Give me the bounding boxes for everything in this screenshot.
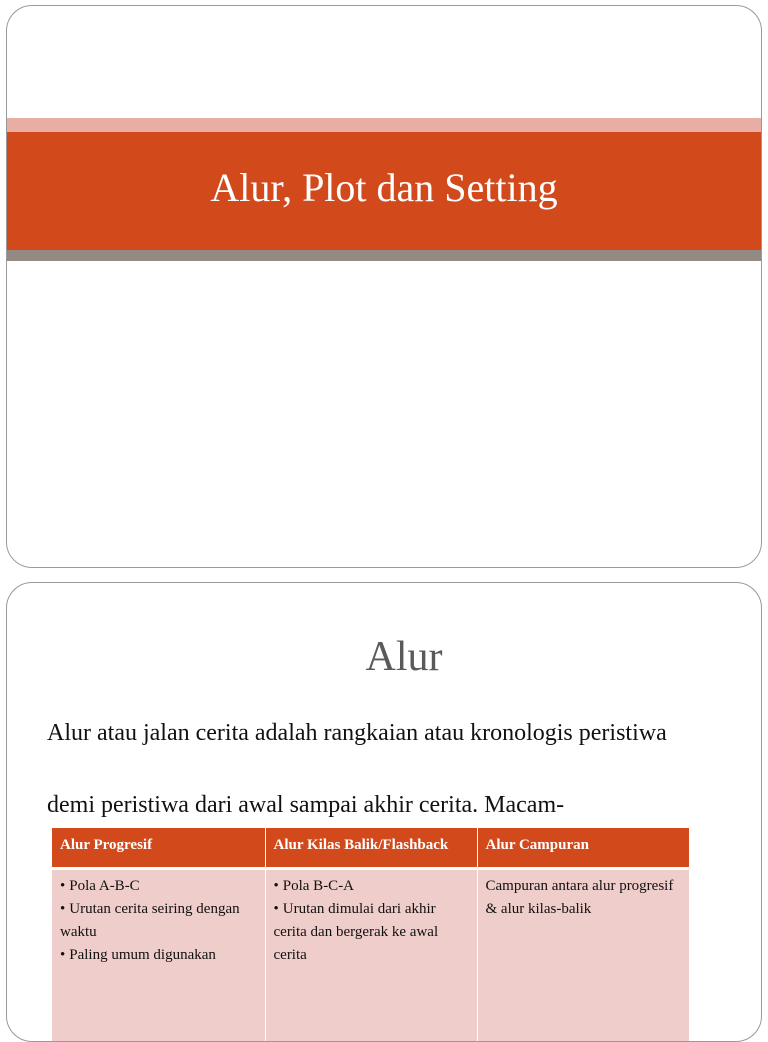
continuation-paragraph: demi peristiwa dari awal sampai akhir cerita. Macam- <box>47 792 565 818</box>
plot-types-table <box>52 828 689 1042</box>
slide-2 <box>6 582 762 1042</box>
list-item-text: Pola B-C-A <box>282 877 355 894</box>
title-band-bottom-stripe <box>7 250 761 261</box>
list-item <box>60 898 257 944</box>
bullet-icon: • <box>60 900 66 917</box>
header-campuran: Alur Campuran <box>477 828 689 868</box>
bullet-icon: • <box>273 877 279 894</box>
cell-progresif <box>52 868 265 1042</box>
header-flashback: Alur Kilas Balik/Flashback <box>265 828 477 868</box>
list-item-text: Pola A-B-C <box>69 877 140 894</box>
list-item-text: Urutan dimulai dari akhir cerita dan bergerak ke awal cerita <box>273 900 439 963</box>
bullet-icon: • <box>273 900 279 917</box>
section-heading: Alur <box>365 634 443 680</box>
bullet-icon: • <box>60 946 66 963</box>
cell-flashback <box>265 868 477 1042</box>
list-item <box>274 875 469 898</box>
title-band-top-stripe <box>7 118 761 132</box>
list-item-text: Paling umum digunakan <box>69 946 216 963</box>
list-item-text: Urutan cerita seiring dengan waktu <box>60 900 240 940</box>
list-item <box>274 898 469 967</box>
flashback-list <box>274 875 469 967</box>
cell-campuran: Campuran antara alur progresif & alur kilas-balik <box>477 868 689 1042</box>
table-header-row <box>52 828 689 868</box>
definition-paragraph: Alur atau jalan cerita adalah rangkaian atau kronologis peristiwa <box>47 720 667 746</box>
list-item <box>60 875 257 898</box>
slide-1 <box>6 5 762 568</box>
header-progresif: Alur Progresif <box>52 828 265 868</box>
bullet-icon: • <box>60 877 66 894</box>
list-item <box>60 944 257 967</box>
slide-title: Alur, Plot dan Setting <box>210 164 558 210</box>
table-row <box>52 868 689 1042</box>
title-band <box>7 132 761 250</box>
progresif-list <box>60 875 257 967</box>
